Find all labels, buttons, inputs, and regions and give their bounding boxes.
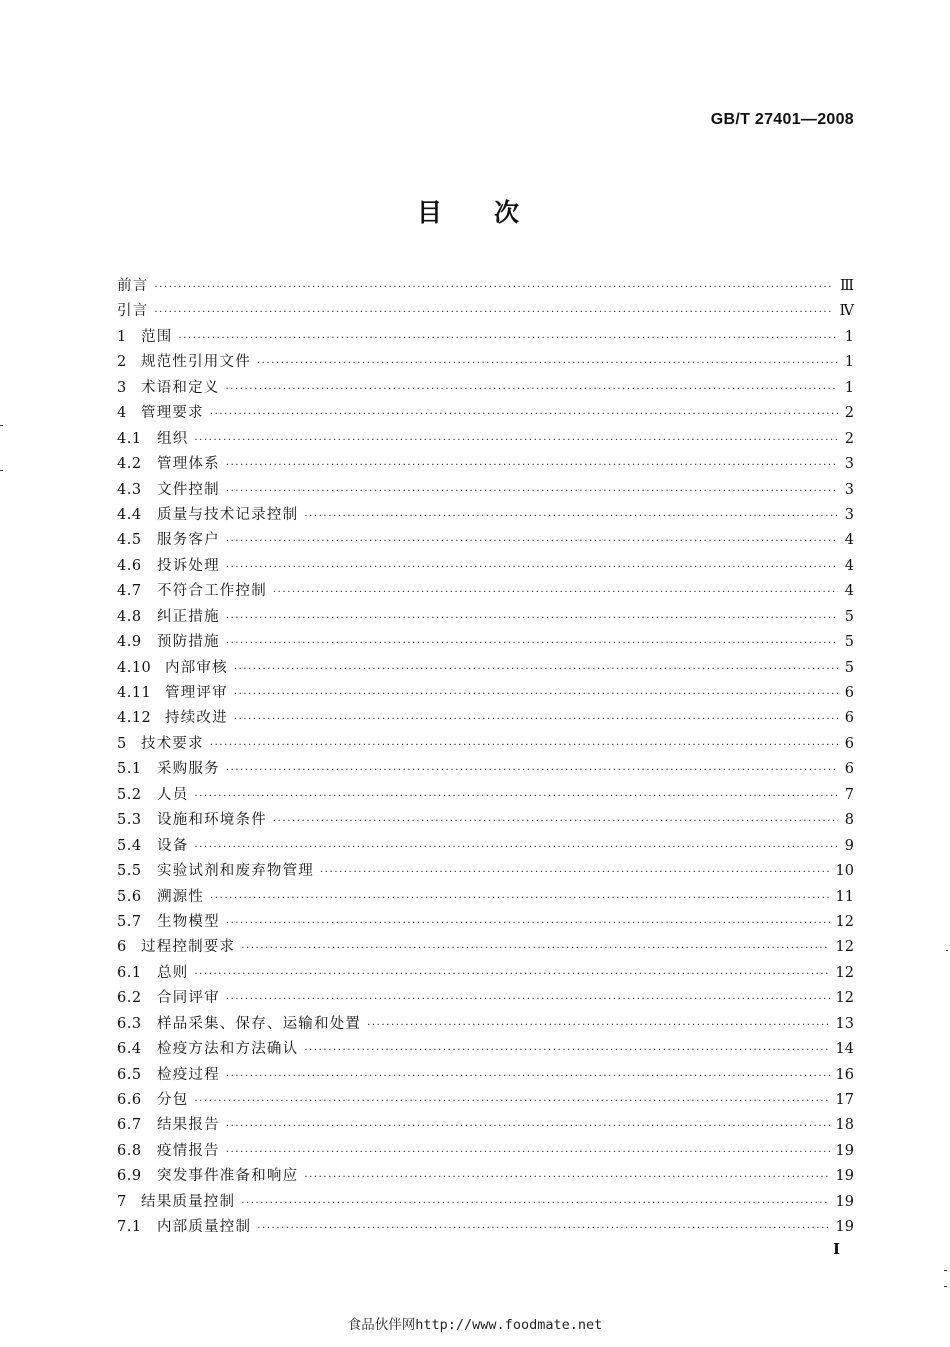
toc-dot-leader (226, 562, 838, 573)
toc-entry-title: 不符合工作控制 (157, 583, 267, 600)
watermark-url: 食品伙伴网http://www.foodmate.net (347, 1317, 603, 1333)
toc-entry-title: 前言 (117, 278, 149, 294)
toc-entry-page: 19 (835, 1168, 854, 1185)
toc-entry-page: 5 (844, 608, 854, 625)
page-title: 目次 (416, 198, 571, 227)
toc-dot-leader (194, 435, 838, 446)
toc-dot-leader (304, 1045, 829, 1056)
toc-entry-number: 6 (117, 939, 127, 956)
toc-entry[interactable] (117, 910, 854, 935)
toc-entry-number: 5.5 (117, 863, 142, 880)
toc-entry-title: 纠正措施 (157, 608, 220, 625)
toc-dot-leader (367, 1020, 829, 1031)
toc-dot-leader (226, 638, 838, 649)
toc-entry-number: 5.4 (117, 837, 142, 854)
toc-entry-page: 2 (844, 405, 854, 422)
toc-entry-number: 5.6 (117, 888, 142, 905)
scan-edge-mark (944, 1286, 947, 1287)
toc-entry-title: 实验试剂和废弃物管理 (157, 863, 314, 880)
toc-entry[interactable] (117, 681, 854, 706)
toc-dot-leader (226, 994, 830, 1005)
toc-entry[interactable] (117, 401, 854, 426)
toc-entry-number: 6.1 (117, 964, 142, 981)
toc-dot-leader (226, 918, 830, 929)
toc-entry-title: 检疫过程 (157, 1066, 220, 1083)
toc-dot-leader (210, 740, 838, 751)
toc-list (117, 274, 854, 1241)
toc-entry[interactable] (117, 1063, 854, 1088)
toc-dot-leader (154, 282, 834, 293)
toc-entry[interactable] (117, 452, 854, 477)
toc-dot-leader (304, 1172, 829, 1183)
toc-entry-number: 4.7 (117, 583, 142, 600)
toc-entry-title: 样品采集、保存、运输和处置 (157, 1015, 362, 1032)
toc-entry-number: 5.7 (117, 913, 142, 930)
toc-entry[interactable] (117, 656, 854, 681)
toc-dot-leader (257, 358, 838, 369)
standard-code: GB/T 27401—2008 (710, 111, 854, 128)
toc-entry-number: 4.12 (117, 710, 152, 727)
toc-entry-title: 技术要求 (141, 735, 204, 752)
toc-dot-leader (304, 511, 838, 522)
toc-dot-leader (194, 1096, 829, 1107)
toc-dot-leader (226, 1121, 830, 1132)
toc-entry-title: 内部审核 (165, 659, 228, 676)
toc-entry-number: 1 (117, 328, 127, 345)
toc-entry-title: 引言 (117, 303, 149, 320)
toc-dot-leader (234, 664, 838, 675)
toc-entry-number: 2 (117, 354, 127, 371)
toc-entry-page: 19 (835, 1219, 854, 1236)
toc-dot-leader (154, 307, 833, 318)
toc-entry[interactable] (117, 325, 854, 350)
toc-dot-leader (226, 765, 838, 776)
toc-entry-title: 检疫方法和方法确认 (157, 1041, 299, 1058)
toc-entry-page: 2 (844, 430, 854, 447)
toc-entry-page: 3 (844, 481, 854, 498)
toc-entry-page: 5 (844, 634, 854, 651)
toc-entry[interactable] (117, 503, 854, 528)
toc-entry-page: 16 (835, 1066, 854, 1083)
toc-entry-number: 3 (117, 379, 127, 396)
toc-entry-page: 6 (844, 735, 854, 752)
toc-entry-title: 文件控制 (157, 481, 220, 498)
toc-entry-title: 过程控制要求 (141, 939, 236, 956)
toc-entry[interactable] (117, 732, 854, 757)
toc-entry-number: 7 (117, 1193, 127, 1210)
toc-entry-page: 12 (835, 990, 854, 1007)
toc-entry[interactable] (117, 1037, 854, 1062)
toc-entry-title: 管理要求 (141, 405, 204, 422)
toc-entry-number: 6.8 (117, 1142, 142, 1159)
toc-entry-title: 投诉处理 (157, 557, 220, 574)
toc-entry-number: 6.3 (117, 1015, 142, 1032)
toc-entry-page: 9 (844, 837, 854, 854)
toc-entry-number: 4.1 (117, 430, 142, 447)
toc-dot-leader (226, 486, 838, 497)
toc-dot-leader (226, 613, 838, 624)
toc-entry-page: 17 (835, 1092, 854, 1108)
toc-entry[interactable] (117, 706, 854, 731)
toc-entry-page: 4 (844, 532, 854, 549)
toc-entry-page: 7 (844, 786, 854, 803)
toc-entry-title: 持续改进 (165, 710, 228, 727)
toc-entry[interactable] (117, 859, 854, 884)
toc-entry-number: 6.5 (117, 1066, 142, 1083)
toc-dot-leader (226, 536, 838, 547)
toc-entry-number: 4.9 (117, 634, 142, 651)
toc-entry-title: 预防措施 (157, 634, 220, 651)
toc-entry-number: 6.4 (117, 1041, 142, 1058)
toc-dot-leader (194, 791, 838, 802)
toc-dot-leader (226, 1147, 830, 1158)
toc-dot-leader (273, 816, 838, 827)
toc-entry-page: 19 (835, 1142, 854, 1159)
toc-entry-title: 术语和定义 (141, 379, 220, 396)
toc-entry[interactable] (117, 554, 854, 579)
toc-entry[interactable] (117, 1012, 854, 1037)
toc-entry[interactable] (117, 1215, 854, 1240)
toc-dot-leader (210, 409, 838, 420)
toc-entry-title: 结果质量控制 (141, 1193, 236, 1210)
toc-entry-number: 5.3 (117, 812, 142, 829)
toc-entry-page: 18 (835, 1117, 854, 1134)
toc-entry-number: 5.1 (117, 761, 142, 778)
toc-entry-title: 设施和环境条件 (157, 812, 267, 829)
toc-entry-title: 组织 (157, 430, 189, 447)
toc-entry[interactable] (117, 935, 854, 960)
toc-entry[interactable] (117, 630, 854, 655)
toc-entry-number: 4.4 (117, 506, 142, 523)
toc-entry[interactable] (117, 350, 854, 375)
toc-entry-page: 3 (844, 456, 854, 473)
toc-entry-title: 管理体系 (157, 456, 220, 473)
toc-dot-leader (226, 460, 838, 471)
toc-entry[interactable] (117, 1139, 854, 1164)
toc-entry[interactable] (117, 808, 854, 833)
toc-entry-title: 合同评审 (157, 990, 220, 1007)
toc-dot-leader (226, 384, 839, 395)
toc-entry-page: 12 (835, 939, 854, 956)
toc-entry-page: 4 (844, 583, 854, 600)
toc-entry-number: 4.5 (117, 532, 142, 549)
toc-entry-number: 4.3 (117, 481, 142, 498)
toc-entry-page: 12 (835, 913, 854, 930)
toc-entry-title: 规范性引用文件 (141, 354, 251, 371)
toc-entry-title: 溯源性 (157, 888, 205, 905)
toc-entry-number: 4 (117, 405, 127, 422)
toc-entry[interactable] (117, 757, 854, 782)
toc-entry-title: 结果报告 (157, 1117, 220, 1134)
toc-dot-leader (241, 943, 829, 954)
toc-entry-page: 5 (844, 659, 854, 676)
toc-entry[interactable] (117, 427, 854, 452)
toc-dot-leader (226, 1071, 830, 1082)
toc-entry-page: 19 (835, 1193, 854, 1210)
toc-dot-leader (194, 969, 829, 980)
toc-entry-number: 5 (117, 735, 127, 752)
toc-entry-page: 10 (835, 863, 854, 880)
toc-entry[interactable] (117, 1088, 854, 1113)
toc-entry[interactable] (117, 376, 854, 401)
toc-entry-title: 采购服务 (157, 761, 220, 778)
toc-entry[interactable] (117, 1113, 854, 1138)
toc-entry-number: 7.1 (117, 1219, 142, 1236)
toc-entry-title: 突发事件准备和响应 (157, 1168, 299, 1185)
toc-entry-page: 1 (844, 379, 854, 396)
toc-entry-page: 6 (844, 761, 854, 778)
toc-entry-number: 4.8 (117, 608, 142, 625)
toc-entry-title: 质量与技术记录控制 (157, 506, 299, 523)
toc-entry-title: 范围 (141, 328, 173, 345)
toc-entry-page: 3 (844, 506, 854, 523)
page-number: I (833, 1240, 841, 1258)
toc-entry-page: Ⅳ (839, 303, 854, 320)
toc-entry-number: 6.6 (117, 1092, 142, 1108)
toc-entry-title: 人员 (157, 786, 189, 803)
toc-entry-page: Ⅲ (840, 278, 854, 294)
toc-entry-number: 4.2 (117, 456, 142, 473)
toc-entry[interactable] (117, 986, 854, 1011)
toc-entry[interactable] (117, 885, 854, 910)
toc-entry[interactable] (117, 579, 854, 604)
toc-entry[interactable] (117, 299, 854, 324)
toc-dot-leader (234, 714, 838, 725)
toc-entry-title: 疫情报告 (157, 1142, 220, 1159)
toc-dot-leader (241, 1198, 829, 1209)
toc-entry[interactable] (117, 783, 854, 808)
toc-entry[interactable] (117, 478, 854, 503)
toc-entry-number: 6.2 (117, 990, 142, 1007)
toc-dot-leader (320, 867, 830, 878)
toc-entry-page: 4 (844, 557, 854, 574)
toc-entry[interactable] (117, 834, 854, 859)
toc-entry-number: 6.7 (117, 1117, 142, 1134)
toc-entry-title: 管理评审 (165, 685, 228, 701)
toc-entry-page: 11 (835, 888, 854, 905)
toc-entry-title: 总则 (157, 964, 189, 981)
toc-entry-page: 1 (844, 354, 854, 371)
toc-entry[interactable] (117, 605, 854, 630)
toc-dot-leader (257, 1223, 829, 1234)
toc-entry-page: 8 (844, 812, 854, 829)
toc-entry[interactable] (117, 1190, 854, 1215)
toc-entry-title: 分包 (157, 1092, 189, 1108)
toc-entry-title: 生物模型 (157, 913, 220, 930)
toc-entry-page: 12 (835, 964, 854, 981)
toc-dot-leader (234, 689, 838, 700)
toc-dot-leader (178, 333, 838, 344)
toc-entry-number: 4.10 (117, 659, 152, 676)
toc-entry-page: 1 (844, 328, 854, 345)
toc-entry-page: 6 (844, 685, 854, 701)
toc-entry-title: 服务客户 (157, 532, 220, 549)
scan-edge-mark (0, 425, 3, 426)
scan-edge-mark (0, 470, 3, 471)
toc-entry-title: 内部质量控制 (157, 1219, 252, 1236)
scan-edge-mark (946, 950, 948, 951)
toc-entry-page: 6 (844, 710, 854, 727)
toc-entry-page: 14 (835, 1041, 854, 1058)
scan-edge-mark (944, 1270, 947, 1271)
toc-entry[interactable] (117, 528, 854, 553)
toc-entry-number: 6.9 (117, 1168, 142, 1185)
toc-entry[interactable] (117, 274, 854, 299)
toc-entry-number: 5.2 (117, 786, 142, 803)
toc-entry-number: 4.6 (117, 557, 142, 574)
toc-entry[interactable] (117, 961, 854, 986)
toc-dot-leader (273, 587, 838, 598)
toc-dot-leader (194, 842, 838, 853)
toc-entry-number: 4.11 (117, 685, 152, 701)
toc-entry-title: 设备 (157, 837, 189, 854)
toc-entry[interactable] (117, 1164, 854, 1189)
toc-entry-page: 13 (835, 1015, 854, 1032)
toc-dot-leader (210, 893, 829, 904)
